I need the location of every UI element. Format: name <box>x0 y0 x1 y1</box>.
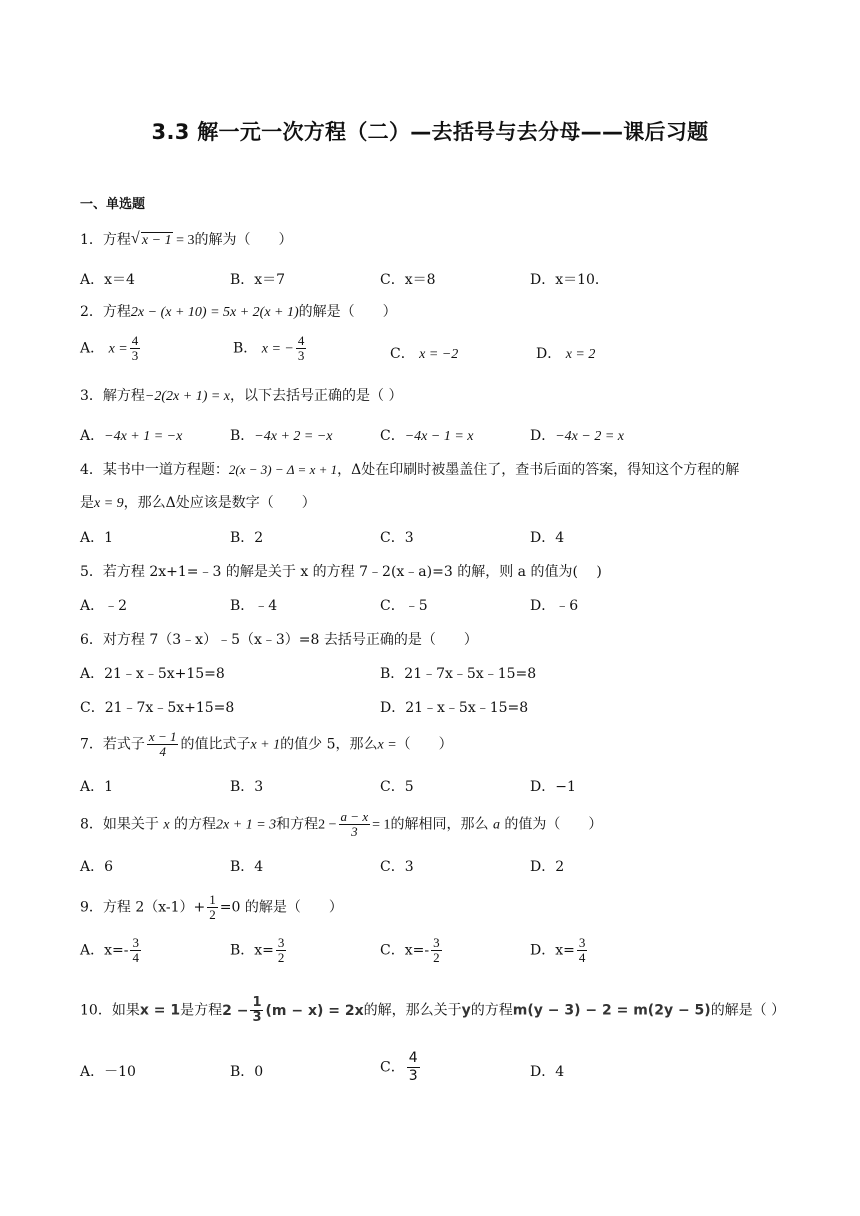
q1-option-b[interactable]: B．x＝7 <box>230 272 286 288</box>
q9-option-a[interactable]: A．x=- $\frac{3}{4}$ <box>80 935 139 965</box>
q4-options <box>80 528 800 550</box>
question-10: 10．如果x = 1是方程2 − $\frac{1}{3}$ (m − x) = 2x的解，那么关于y的方程m(y − 3) − 2 = m(2y − 5)的解是（ ） <box>80 995 786 1025</box>
document-title: 3.3 解一元一次方程（二）—去括号与去分母——课后习题 <box>151 120 709 144</box>
q5-option-b[interactable]: B．﹣4 <box>230 598 278 614</box>
q5-option-a[interactable]: A．﹣2 <box>80 598 128 614</box>
q8-option-c[interactable]: C．3 <box>380 859 414 875</box>
q7-option-b[interactable]: B．3 <box>230 779 264 795</box>
q7-option-d[interactable]: D．−1 <box>530 779 576 795</box>
q10-option-c[interactable]: C． $\frac{4}{3}$ <box>380 1050 418 1084</box>
q3-options <box>80 426 800 448</box>
q10-option-d[interactable]: D．4 <box>530 1064 565 1080</box>
q4-equation: 2(x − 3) − Δ = x + 1 <box>228 462 338 477</box>
q5-option-d[interactable]: D．﹣6 <box>530 598 579 614</box>
q2-option-c[interactable]: C． x = −2 <box>390 346 459 362</box>
q6-options-row1 <box>80 664 800 686</box>
q7-fraction: $\frac{x - 1}{4}$ <box>148 729 177 759</box>
q7-option-a[interactable]: A．1 <box>80 779 114 795</box>
q3-equation: −2(2x + 1) = x <box>144 389 231 404</box>
q3-option-b[interactable]: B．−4x + 2 = −x <box>230 428 333 444</box>
question-4-line2: 是x = 9，那么Δ处应该是数字（ ） <box>80 495 316 511</box>
q2-option-b[interactable]: B． x = − $\frac{4}{3}$ <box>233 333 305 363</box>
q1-option-a[interactable]: A．x＝4 <box>80 272 135 288</box>
q4-option-c[interactable]: C．3 <box>380 530 414 546</box>
question-3: 3．解方程−2(2x + 1) = x，以下去括号正确的是（ ） <box>80 388 403 404</box>
q7-options <box>80 777 800 799</box>
q1-prefix: 1．方程 <box>80 232 131 248</box>
q3-option-d[interactable]: D．−4x − 2 = x <box>530 428 625 444</box>
section-heading: 一、单选题 <box>80 197 146 212</box>
q3-option-a[interactable]: A．−4x + 1 = −x <box>80 428 183 444</box>
q9-option-c[interactable]: C．x=- $\frac{3}{2}$ <box>380 935 440 965</box>
q4-option-d[interactable]: D．4 <box>530 530 565 546</box>
question-5: 5．若方程 2x+1=﹣3 的解是关于 x 的方程 7﹣2(x﹣a)=3 的解，则 a 的值为( ) <box>80 564 602 580</box>
q2-equation: 2x − (x + 10) = 5x + 2(x + 1) <box>130 305 299 320</box>
question-7: 7．若式子 $\frac{x - 1}{4}$ 的值比式子x + 1的值少 5，那么x =（ ） <box>80 729 453 759</box>
q1-options <box>80 270 800 292</box>
q6-options-row2 <box>80 698 800 720</box>
question-2 <box>80 302 397 323</box>
q1-option-d[interactable]: D．x＝10． <box>530 272 609 288</box>
q9-option-d[interactable]: D．x= $\frac{3}{4}$ <box>530 935 586 965</box>
q8-option-d[interactable]: D．2 <box>530 859 565 875</box>
q1-suffix: 的解为（ ） <box>194 232 293 248</box>
question-9: 9．方程 2（x-1）+ $\frac{1}{2}$ =0 的解是（ ） <box>80 892 343 922</box>
q2-suffix: 的解是（ ） <box>298 304 397 320</box>
q10-option-b[interactable]: B．0 <box>230 1064 264 1080</box>
q10-option-a[interactable]: A．－10 <box>80 1064 136 1080</box>
q1-eq-tail: = 3 <box>172 233 195 248</box>
q9-options <box>80 935 800 965</box>
q4-option-a[interactable]: A．1 <box>80 530 114 546</box>
q1-radicand: x − 1 <box>141 233 172 248</box>
q1-option-c[interactable]: C．x＝8 <box>380 272 436 288</box>
q2-option-a[interactable]: A． x = $\frac{4}{3}$ <box>80 333 139 363</box>
q5-option-c[interactable]: C．﹣5 <box>380 598 428 614</box>
question-6: 6．对方程 7（3﹣x）﹣5（x﹣3）=8 去括号正确的是（ ） <box>80 632 478 648</box>
q5-options <box>80 596 800 618</box>
q4-option-b[interactable]: B．2 <box>230 530 264 546</box>
q8-options <box>80 857 800 879</box>
q8-option-b[interactable]: B．4 <box>230 859 264 875</box>
q1-sqrt <box>131 231 173 251</box>
q2-options <box>80 333 800 363</box>
q6-option-c[interactable]: C．21﹣7x﹣5x+15=8 <box>80 700 235 716</box>
q7-option-c[interactable]: C．5 <box>380 779 414 795</box>
q2-prefix: 2．方程 <box>80 304 131 320</box>
question-8: 8．如果关于 x 的方程2x + 1 = 3和方程2 − $\frac{a - x}{3}$ = 1的解相同，那么 a 的值为（ ） <box>80 809 603 839</box>
question-4: 4．某书中一道方程题：2(x − 3) − Δ = x + 1，Δ处在印刷时被墨盖住了，查书后面的答案，得知这个方程的解 <box>80 462 740 478</box>
q2-option-d[interactable]: D． x = 2 <box>536 346 596 362</box>
question-1 <box>80 230 293 251</box>
q3-option-c[interactable]: C．−4x − 1 = x <box>380 428 474 444</box>
q9-option-b[interactable]: B．x= $\frac{3}{2}$ <box>230 935 285 965</box>
q6-option-d[interactable]: D．21﹣x﹣5x﹣15=8 <box>380 700 529 716</box>
q10-options <box>80 1050 800 1084</box>
q6-option-b[interactable]: B．21﹣7x﹣5x﹣15=8 <box>380 666 537 682</box>
q8-option-a[interactable]: A．6 <box>80 859 114 875</box>
q6-option-a[interactable]: A．21﹣x﹣5x+15=8 <box>80 666 225 682</box>
